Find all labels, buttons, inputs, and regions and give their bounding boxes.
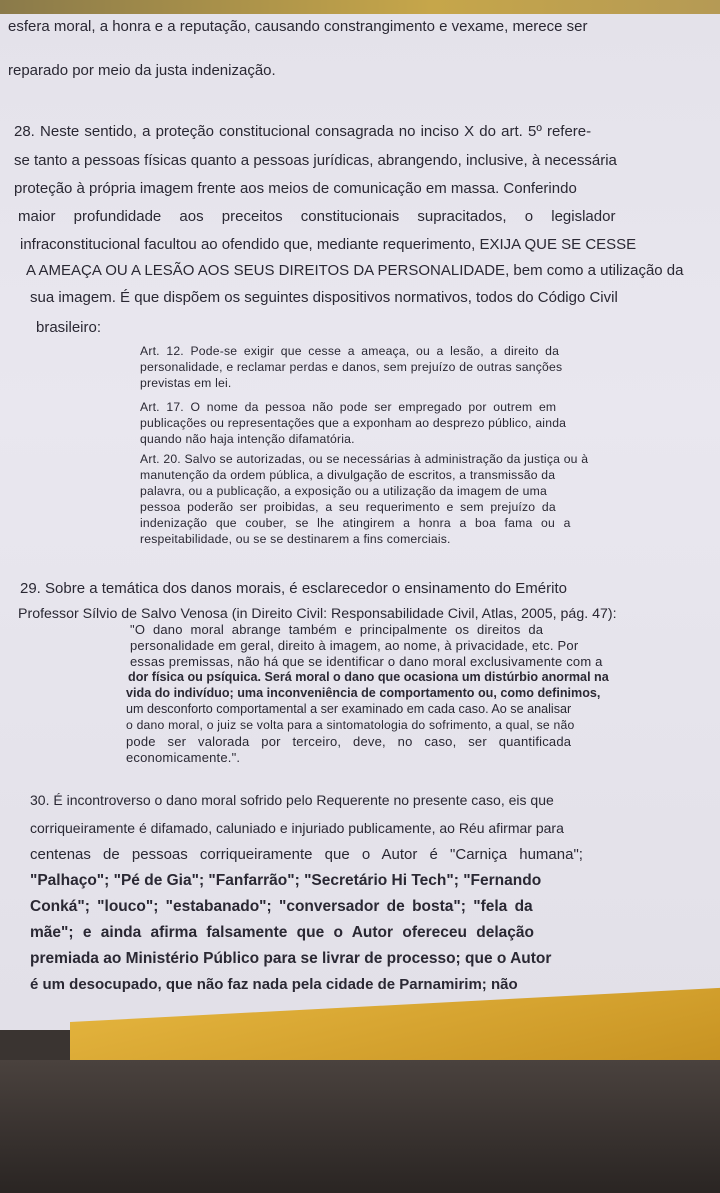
- quote-line: vida do indivíduo; uma inconveniência de comportamento ou, como definimos,: [126, 686, 601, 700]
- quote-line: palavra, ou a publicação, a exposição ou a utilização da imagem de uma: [140, 484, 547, 498]
- quote-line: "O dano moral abrange também e principalmente os direitos da: [130, 622, 544, 637]
- quote-line: personalidade em geral, direito à imagem, ao nome, à privacidade, etc. Por: [130, 638, 579, 653]
- paragraph-30-line: Conká"; "louco"; "estabanado"; "conversador de bosta"; "fela da: [30, 898, 533, 915]
- quote-line: dor física ou psíquica. Será moral o dano que ocasiona um distúrbio anormal na: [128, 670, 609, 684]
- paragraph-28-line: proteção à própria imagem frente aos meios de comunicação em massa. Conferindo: [14, 180, 577, 197]
- quote-line: previstas em lei.: [140, 376, 232, 390]
- paragraph-30-line: é um desocupado, que não faz nada pela cidade de Parnamirim; não: [30, 976, 518, 993]
- quote-line: essas premissas, não há que se identificar o dano moral exclusivamente com a: [130, 654, 603, 669]
- paragraph-28-line: infraconstitucional facultou ao ofendido que, mediante requerimento, EXIJA QUE SE CESSE: [20, 236, 637, 253]
- paragraph-30-line: centenas de pessoas corriqueiramente que o Autor é "Carniça humana";: [30, 846, 583, 863]
- quote-line: pessoa poderão ser proibidas, a seu requerimento e sem prejuízo da: [140, 500, 556, 514]
- text-line: esfera moral, a honra e a reputação, causando constrangimento e vexame, merece ser: [8, 18, 588, 35]
- quote-line: um desconforto comportamental a ser examinado em cada caso. Ao se analisar: [126, 702, 572, 716]
- paragraph-28-line: se tanto a pessoas físicas quanto a pessoas jurídicas, abrangendo, inclusive, à necessária: [14, 152, 617, 169]
- background-surface: [0, 1060, 720, 1193]
- paragraph-30-line: 30. É incontroverso o dano moral sofrido pelo Requerente no presente caso, eis que: [30, 792, 554, 808]
- quote-line: Art. 12. Pode-se exigir que cesse a ameaça, ou a lesão, a direito da: [140, 344, 560, 358]
- paragraph-28-line: A AMEAÇA OU A LESÃO AOS SEUS DIREITOS DA PERSONALIDADE, bem como a utilização da: [26, 262, 684, 279]
- quote-line: publicações ou representações que a exponham ao desprezo público, ainda: [140, 416, 567, 430]
- page-top-edge: [0, 0, 720, 14]
- quote-line: Art. 20. Salvo se autorizadas, ou se necessárias à administração da justiça ou à: [140, 452, 589, 466]
- quote-line: pode ser valorada por terceiro, deve, no caso, ser quantificada: [126, 734, 572, 749]
- quote-line: quando não haja intenção difamatória.: [140, 432, 355, 446]
- quote-line: personalidade, e reclamar perdas e danos, sem prejuízo de outras sanções: [140, 360, 563, 374]
- quote-line: indenização que couber, se lhe atingirem a honra a boa fama ou a: [140, 516, 571, 530]
- paragraph-28-line: maior profundidade aos preceitos constitucionais supracitados, o legislador: [18, 208, 616, 225]
- paragraph-29-line: Professor Sílvio de Salvo Venosa (in Direito Civil: Responsabilidade Civil, Atlas, 2005, pág. 47):: [18, 606, 617, 622]
- quote-line: economicamente.".: [126, 750, 241, 765]
- paragraph-30-line: premiada ao Ministério Público para se livrar de processo; que o Autor: [30, 950, 552, 967]
- quote-line: Art. 17. O nome da pessoa não pode ser empregado por outrem em: [140, 400, 557, 414]
- paragraph-30-line: "Palhaço"; "Pé de Gia"; "Fanfarrão"; "Secretário Hi Tech"; "Fernando: [30, 872, 542, 889]
- paragraph-30-line: corriqueiramente é difamado, caluniado e injuriado publicamente, ao Réu afirmar para: [30, 820, 564, 836]
- quote-line: o dano moral, o juiz se volta para a sintomatologia do sofrimento, a qual, se não: [126, 718, 575, 732]
- quote-line: manutenção da ordem pública, a divulgação de escritos, a transmissão da: [140, 468, 556, 482]
- paragraph-28-line: brasileiro:: [36, 319, 102, 336]
- paragraph-28-line: sua imagem. É que dispõem os seguintes dispositivos normativos, todos do Código Civil: [30, 289, 618, 306]
- paragraph-29-line: 29. Sobre a temática dos danos morais, é esclarecedor o ensinamento do Emérito: [20, 580, 567, 597]
- quote-line: respeitabilidade, ou se se destinarem a fins comerciais.: [140, 532, 451, 546]
- text-line: reparado por meio da justa indenização.: [8, 62, 276, 79]
- paragraph-30-line: mãe"; e ainda afirma falsamente que o Autor ofereceu delação: [30, 924, 535, 941]
- paragraph-28-line: 28. Neste sentido, a proteção constitucional consagrada no inciso X do art. 5º refere-: [14, 123, 592, 140]
